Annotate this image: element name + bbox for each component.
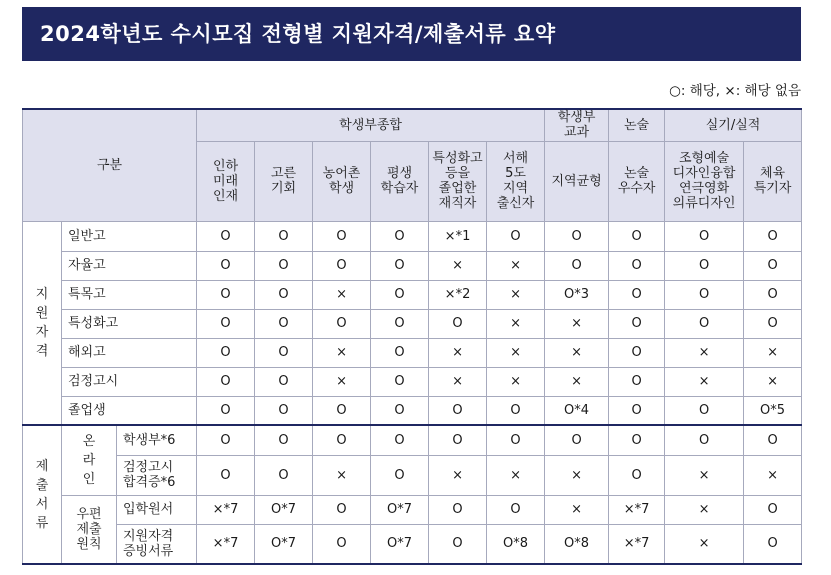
cell: O — [429, 495, 487, 524]
table-row — [23, 396, 802, 425]
cell: O — [609, 338, 665, 367]
cell: O — [545, 251, 609, 280]
cell: O — [487, 221, 545, 251]
cell: O — [313, 221, 371, 251]
row-label: 특목고 — [62, 280, 197, 309]
cell: O — [371, 425, 429, 455]
column-header: 인하 미래 인재 — [197, 141, 255, 221]
cell: × — [313, 280, 371, 309]
cell: O — [197, 251, 255, 280]
cell: O — [429, 309, 487, 338]
cell: O — [744, 251, 802, 280]
cell: O — [371, 396, 429, 425]
cell: O — [313, 396, 371, 425]
section-eligibility: 지원자격 — [23, 221, 62, 425]
table-row — [23, 425, 802, 455]
table-row — [23, 338, 802, 367]
cell: O — [371, 455, 429, 495]
cell: O — [665, 251, 744, 280]
cell: ×*7 — [197, 495, 255, 524]
cell: O — [255, 251, 313, 280]
cell: O — [313, 495, 371, 524]
cell: O*4 — [545, 396, 609, 425]
page-title: 2024학년도 수시모집 전형별 지원자격/제출서류 요약 — [40, 22, 556, 46]
cell: O — [255, 455, 313, 495]
cell: O*3 — [545, 280, 609, 309]
row-label: 졸업생 — [62, 396, 197, 425]
row-label: 자율고 — [62, 251, 197, 280]
cell: × — [545, 367, 609, 396]
cell: O — [545, 425, 609, 455]
cell: O — [609, 455, 665, 495]
cell: × — [429, 455, 487, 495]
cell: O — [197, 221, 255, 251]
column-header: 특성화고 등을 졸업한 재직자 — [429, 141, 487, 221]
cell: O — [609, 396, 665, 425]
cell: × — [429, 338, 487, 367]
cell: × — [665, 524, 744, 564]
cell: O — [197, 367, 255, 396]
column-header: 평생 학습자 — [371, 141, 429, 221]
subsection-online: 온라인 — [62, 425, 117, 495]
table-row — [23, 251, 802, 280]
cell: ×*7 — [609, 524, 665, 564]
cell: O — [255, 396, 313, 425]
cell: O — [371, 251, 429, 280]
row-label: 입학원서 — [117, 495, 197, 524]
cell: O — [429, 425, 487, 455]
row-label: 검정고시 합격증*6 — [117, 455, 197, 495]
group-header: 논술 — [609, 109, 665, 141]
cell: O — [371, 280, 429, 309]
cell: O — [665, 425, 744, 455]
cell: ×*7 — [197, 524, 255, 564]
cell: O — [197, 280, 255, 309]
cell: O — [371, 367, 429, 396]
cell: × — [545, 309, 609, 338]
cell: O — [371, 338, 429, 367]
cell: × — [665, 338, 744, 367]
cell: O — [744, 425, 802, 455]
subsection-postal: 우편 제출 원칙 — [62, 495, 117, 564]
column-header: 논술 우수자 — [609, 141, 665, 221]
cell: O — [313, 524, 371, 564]
table-row — [23, 367, 802, 396]
cell: × — [487, 280, 545, 309]
cell: O — [255, 309, 313, 338]
cell: × — [313, 338, 371, 367]
cell: O — [197, 309, 255, 338]
table-row — [23, 221, 802, 251]
cell: O — [609, 251, 665, 280]
row-label: 일반고 — [62, 221, 197, 251]
cell: O — [665, 309, 744, 338]
cell: O — [255, 338, 313, 367]
cell: O — [255, 425, 313, 455]
table-row — [23, 455, 802, 495]
cell: × — [429, 251, 487, 280]
cell: × — [545, 495, 609, 524]
table-row — [23, 280, 802, 309]
cell: O — [744, 280, 802, 309]
cell: ×*1 — [429, 221, 487, 251]
cell: × — [313, 367, 371, 396]
group-header: 학생부종합 — [197, 109, 545, 141]
cell: × — [744, 338, 802, 367]
category-header: 구분 — [23, 109, 197, 221]
cell: O*5 — [744, 396, 802, 425]
column-header: 고른 기회 — [255, 141, 313, 221]
cell: O — [429, 396, 487, 425]
cell: O — [371, 221, 429, 251]
cell: O — [744, 221, 802, 251]
cell: O — [197, 425, 255, 455]
cell: O — [255, 221, 313, 251]
column-header: 체육 특기자 — [744, 141, 802, 221]
cell: × — [665, 495, 744, 524]
cell: O — [609, 221, 665, 251]
cell: O — [609, 309, 665, 338]
cell: O*8 — [545, 524, 609, 564]
cell: O*7 — [371, 495, 429, 524]
group-header: 실기/실적 — [665, 109, 802, 141]
cell: × — [545, 455, 609, 495]
column-header: 조형예술 디자인융합 연극영화 의류디자인 — [665, 141, 744, 221]
cell: × — [744, 455, 802, 495]
cell: × — [487, 455, 545, 495]
cell: × — [545, 338, 609, 367]
cell: O — [744, 524, 802, 564]
row-label: 검정고시 — [62, 367, 197, 396]
cell: × — [487, 338, 545, 367]
cell: O — [665, 221, 744, 251]
legend: ○: 해당, ×: 해당 없음 — [669, 83, 801, 99]
cell: O — [255, 367, 313, 396]
cell: O*7 — [371, 524, 429, 564]
cell: O — [609, 280, 665, 309]
cell: O — [371, 309, 429, 338]
section-documents: 제출서류 — [23, 425, 62, 564]
cell: O*7 — [255, 495, 313, 524]
cell: × — [665, 367, 744, 396]
table-row — [23, 309, 802, 338]
row-label: 학생부*6 — [117, 425, 197, 455]
summary-table — [22, 108, 802, 565]
cell: × — [665, 455, 744, 495]
cell: O — [197, 396, 255, 425]
cell: ×*7 — [609, 495, 665, 524]
cell: O — [197, 338, 255, 367]
cell: O — [487, 396, 545, 425]
table-row — [23, 495, 802, 524]
cell: × — [429, 367, 487, 396]
column-header: 농어촌 학생 — [313, 141, 371, 221]
column-header: 서해 5도 지역 출신자 — [487, 141, 545, 221]
cell: O — [255, 280, 313, 309]
column-header: 지역균형 — [545, 141, 609, 221]
cell: O — [313, 425, 371, 455]
cell: ×*2 — [429, 280, 487, 309]
cell: O — [665, 396, 744, 425]
cell: O — [313, 251, 371, 280]
row-label: 지원자격 증빙서류 — [117, 524, 197, 564]
cell: × — [313, 455, 371, 495]
cell: O*8 — [487, 524, 545, 564]
group-header: 학생부 교과 — [545, 109, 609, 141]
cell: O — [744, 495, 802, 524]
row-label: 특성화고 — [62, 309, 197, 338]
cell: O — [429, 524, 487, 564]
title-bar — [22, 7, 801, 61]
cell: O — [744, 309, 802, 338]
cell: O — [487, 495, 545, 524]
cell: O*7 — [255, 524, 313, 564]
cell: O — [545, 221, 609, 251]
cell: × — [487, 367, 545, 396]
cell: × — [744, 367, 802, 396]
cell: O — [197, 455, 255, 495]
cell: O — [609, 425, 665, 455]
cell: O — [609, 367, 665, 396]
cell: O — [313, 309, 371, 338]
row-label: 해외고 — [62, 338, 197, 367]
cell: O — [487, 425, 545, 455]
cell: O — [665, 280, 744, 309]
cell: × — [487, 251, 545, 280]
cell: × — [487, 309, 545, 338]
table-row — [23, 524, 802, 564]
